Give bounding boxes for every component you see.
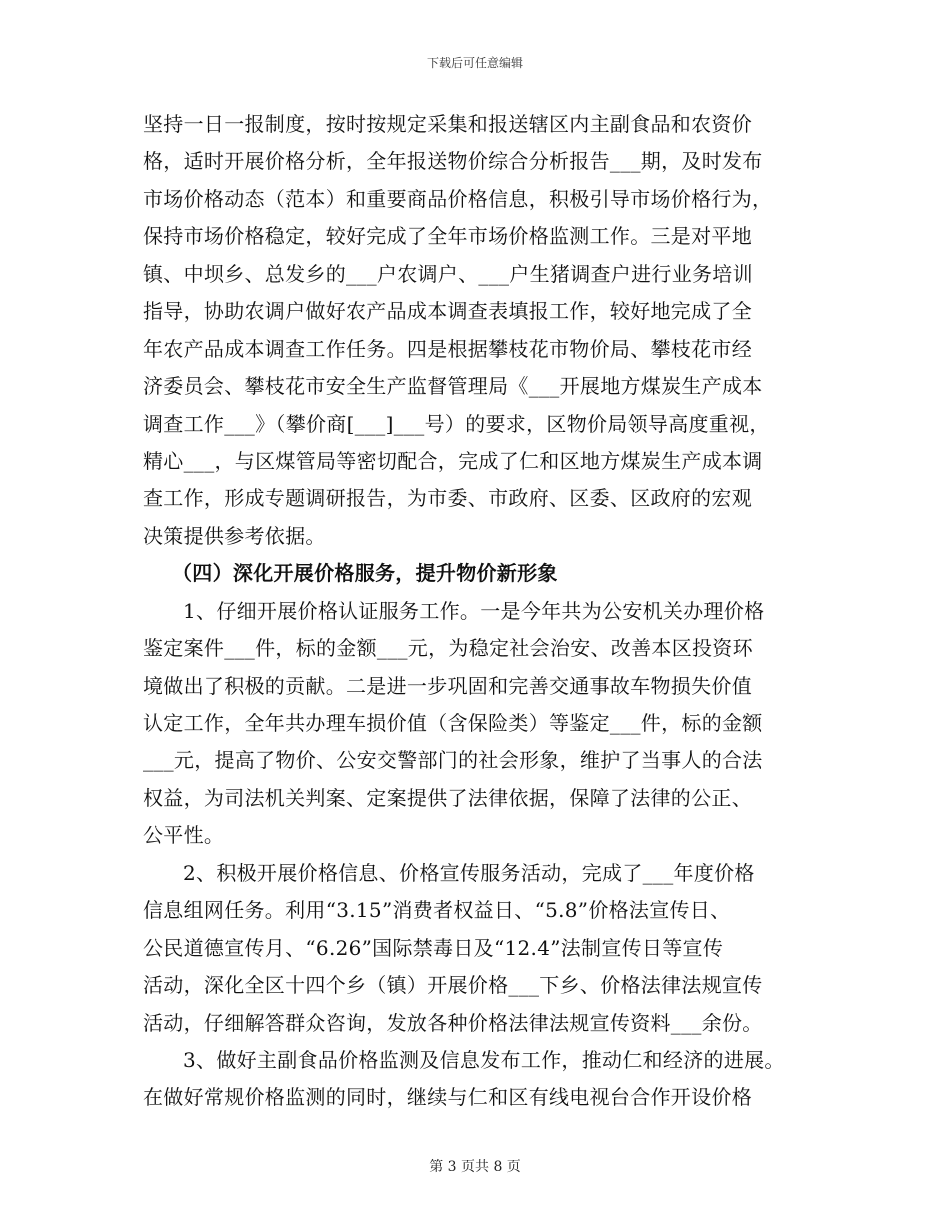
text-line: 活动，深化全区十四个乡（镇）开展价格___下乡、价格法律法规宣传 [143, 973, 763, 998]
text-line: 认定工作，全年共办理车损价值（含保险类）等鉴定___件，标的金额 [143, 711, 763, 735]
text-line: 格，适时开展价格分析，全年报送物价综合分析报告___期，及时发布 [143, 149, 763, 174]
text-line: 年农产品成本调查工作任务。四是根据攀枝花市物价局、攀枝花市经 [143, 336, 752, 361]
text-line: 决策提供参考依据。 [143, 523, 326, 548]
section-heading: （四）深化开展价格服务，提升物价新形象 [172, 561, 558, 586]
text-line: 在做好常规价格监测的同时，继续与仁和区有线电视台合作开设价格 [143, 1085, 752, 1110]
text-line: 济委员会、攀枝花市安全生产监督管理局《___开展地方煤炭生产成本 [143, 374, 763, 399]
text-line: 坚持一日一报制度，按时按规定采集和报送辖区内主副食品和农资价 [143, 112, 752, 136]
text-line: 3、做好主副食品价格监测及信息发布工作，推动仁和经济的进展。 [183, 1047, 785, 1072]
page-footer: 第 3 页共 8 页 [429, 1159, 521, 1175]
text-line: 公平性。 [143, 823, 225, 848]
text-line: 指导，协助农调户做好农产品成本调查表填报工作，较好地完成了全 [143, 299, 752, 324]
text-line: 1、仔细开展价格认证服务工作。一是今年共为公安机关办理价格 [183, 598, 765, 623]
text-line: 市场价格动态（范本）和重要商品价格信息，积极引导市场价格行为， [143, 186, 773, 211]
text-line: 镇、中坝乡、总发乡的___户农调户、___户生猪调查户进行业务培训 [143, 261, 753, 286]
text-line: 调查工作___》（攀价商[___]___号）的要求，区物价局领导高度重视， [143, 411, 770, 436]
text-line: 2、积极开展价格信息、价格宣传服务活动，完成了___年度价格 [183, 860, 755, 885]
document-body [143, 106, 813, 1117]
text-line: 信息组网任务。利用“3.15”消费者权益日、“5.8”价格法宣传日、 [143, 898, 731, 923]
text-line: 查工作，形成专题调研报告，为市委、市政府、区委、区政府的宏观 [143, 486, 752, 511]
text-line: 精心___，与区煤管局等密切配合，完成了仁和区地方煤炭生产成本调 [143, 448, 763, 473]
text-line: 保持市场价格稳定，较好完成了全年市场价格监测工作。三是对平地 [143, 224, 752, 249]
text-line: 公民道德宣传月、“6.26”国际禁毒日及“12.4”法制宣传日等宣传 [143, 935, 724, 960]
page-header: 下载后可任意编辑 [426, 56, 523, 70]
text-line: 境做出了积极的贡献。二是进一步巩固和完善交通事故车物损失价值 [143, 673, 752, 698]
text-line: 鉴定案件___件，标的金额___元，为稳定社会治安、改善本区投资环 [143, 636, 753, 661]
text-line: 活动，仔细解答群众咨询，发放各种价格法律法规宣传资料___余份。 [143, 1010, 763, 1035]
text-line: ___元，提高了物价、公安交警部门的社会形象，维护了当事人的合法 [143, 748, 763, 773]
text-line: 权益，为司法机关判案、定案提供了法律依据，保障了法律的公正、 [143, 785, 752, 810]
